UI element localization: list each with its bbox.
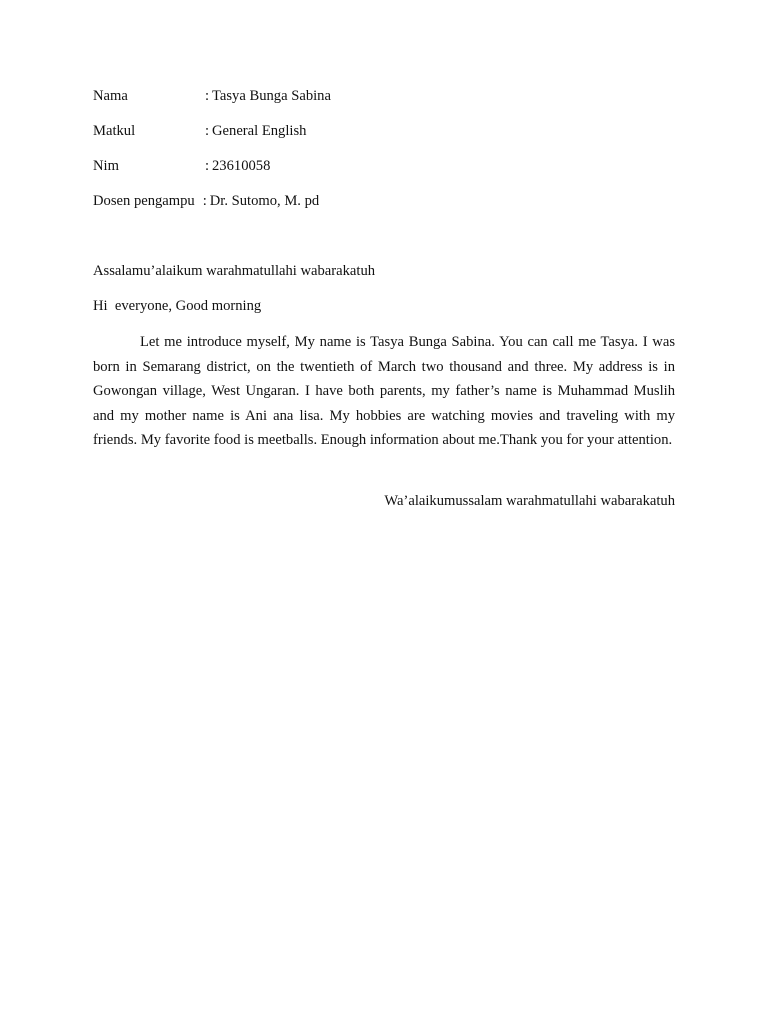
info-separator: : [205, 123, 210, 139]
info-row-nama [93, 86, 331, 106]
info-value-dosen: Dr. Sutomo, M. pd [209, 193, 320, 209]
info-row-dosen [93, 191, 319, 211]
info-value-nim: 23610058 [212, 158, 271, 174]
info-row-nim [93, 156, 270, 176]
info-label-dosen: Dosen pengampu [93, 193, 195, 209]
info-label-nim: Nim [93, 158, 119, 174]
info-separator: : [205, 158, 210, 174]
info-separator: : [202, 193, 207, 209]
info-label-matkul: Matkul [93, 123, 136, 139]
info-label-nama: Nama [93, 88, 128, 104]
opening-greeting: Assalamu’alaikum warahmatullahi wabarakatuh [93, 263, 376, 279]
introduction-paragraph: Let me introduce myself, My name is Tasya Bunga Sabina. You can call me Tasya. I was born in Semarang district, on the twentieth of March two thousand and three. My address is in Gowongan village, West Ungaran. I have both parents, my father’s name is Muhammad Muslih and my mother name is Ani ana lisa. My hobbies are watching movies and traveling with my friends. My favorite food is meetballs. Enough information about me.Thank you for your attention. [93, 334, 675, 449]
info-value-matkul: General English [212, 123, 307, 139]
info-row-matkul [93, 121, 306, 141]
info-value-nama: Tasya Bunga Sabina [212, 88, 331, 104]
hi-line: Hi everyone, Good morning [93, 298, 262, 314]
closing-greeting: Wa’alaikumussalam warahmatullahi wabarakatuh [384, 493, 675, 509]
info-separator: : [205, 88, 210, 104]
